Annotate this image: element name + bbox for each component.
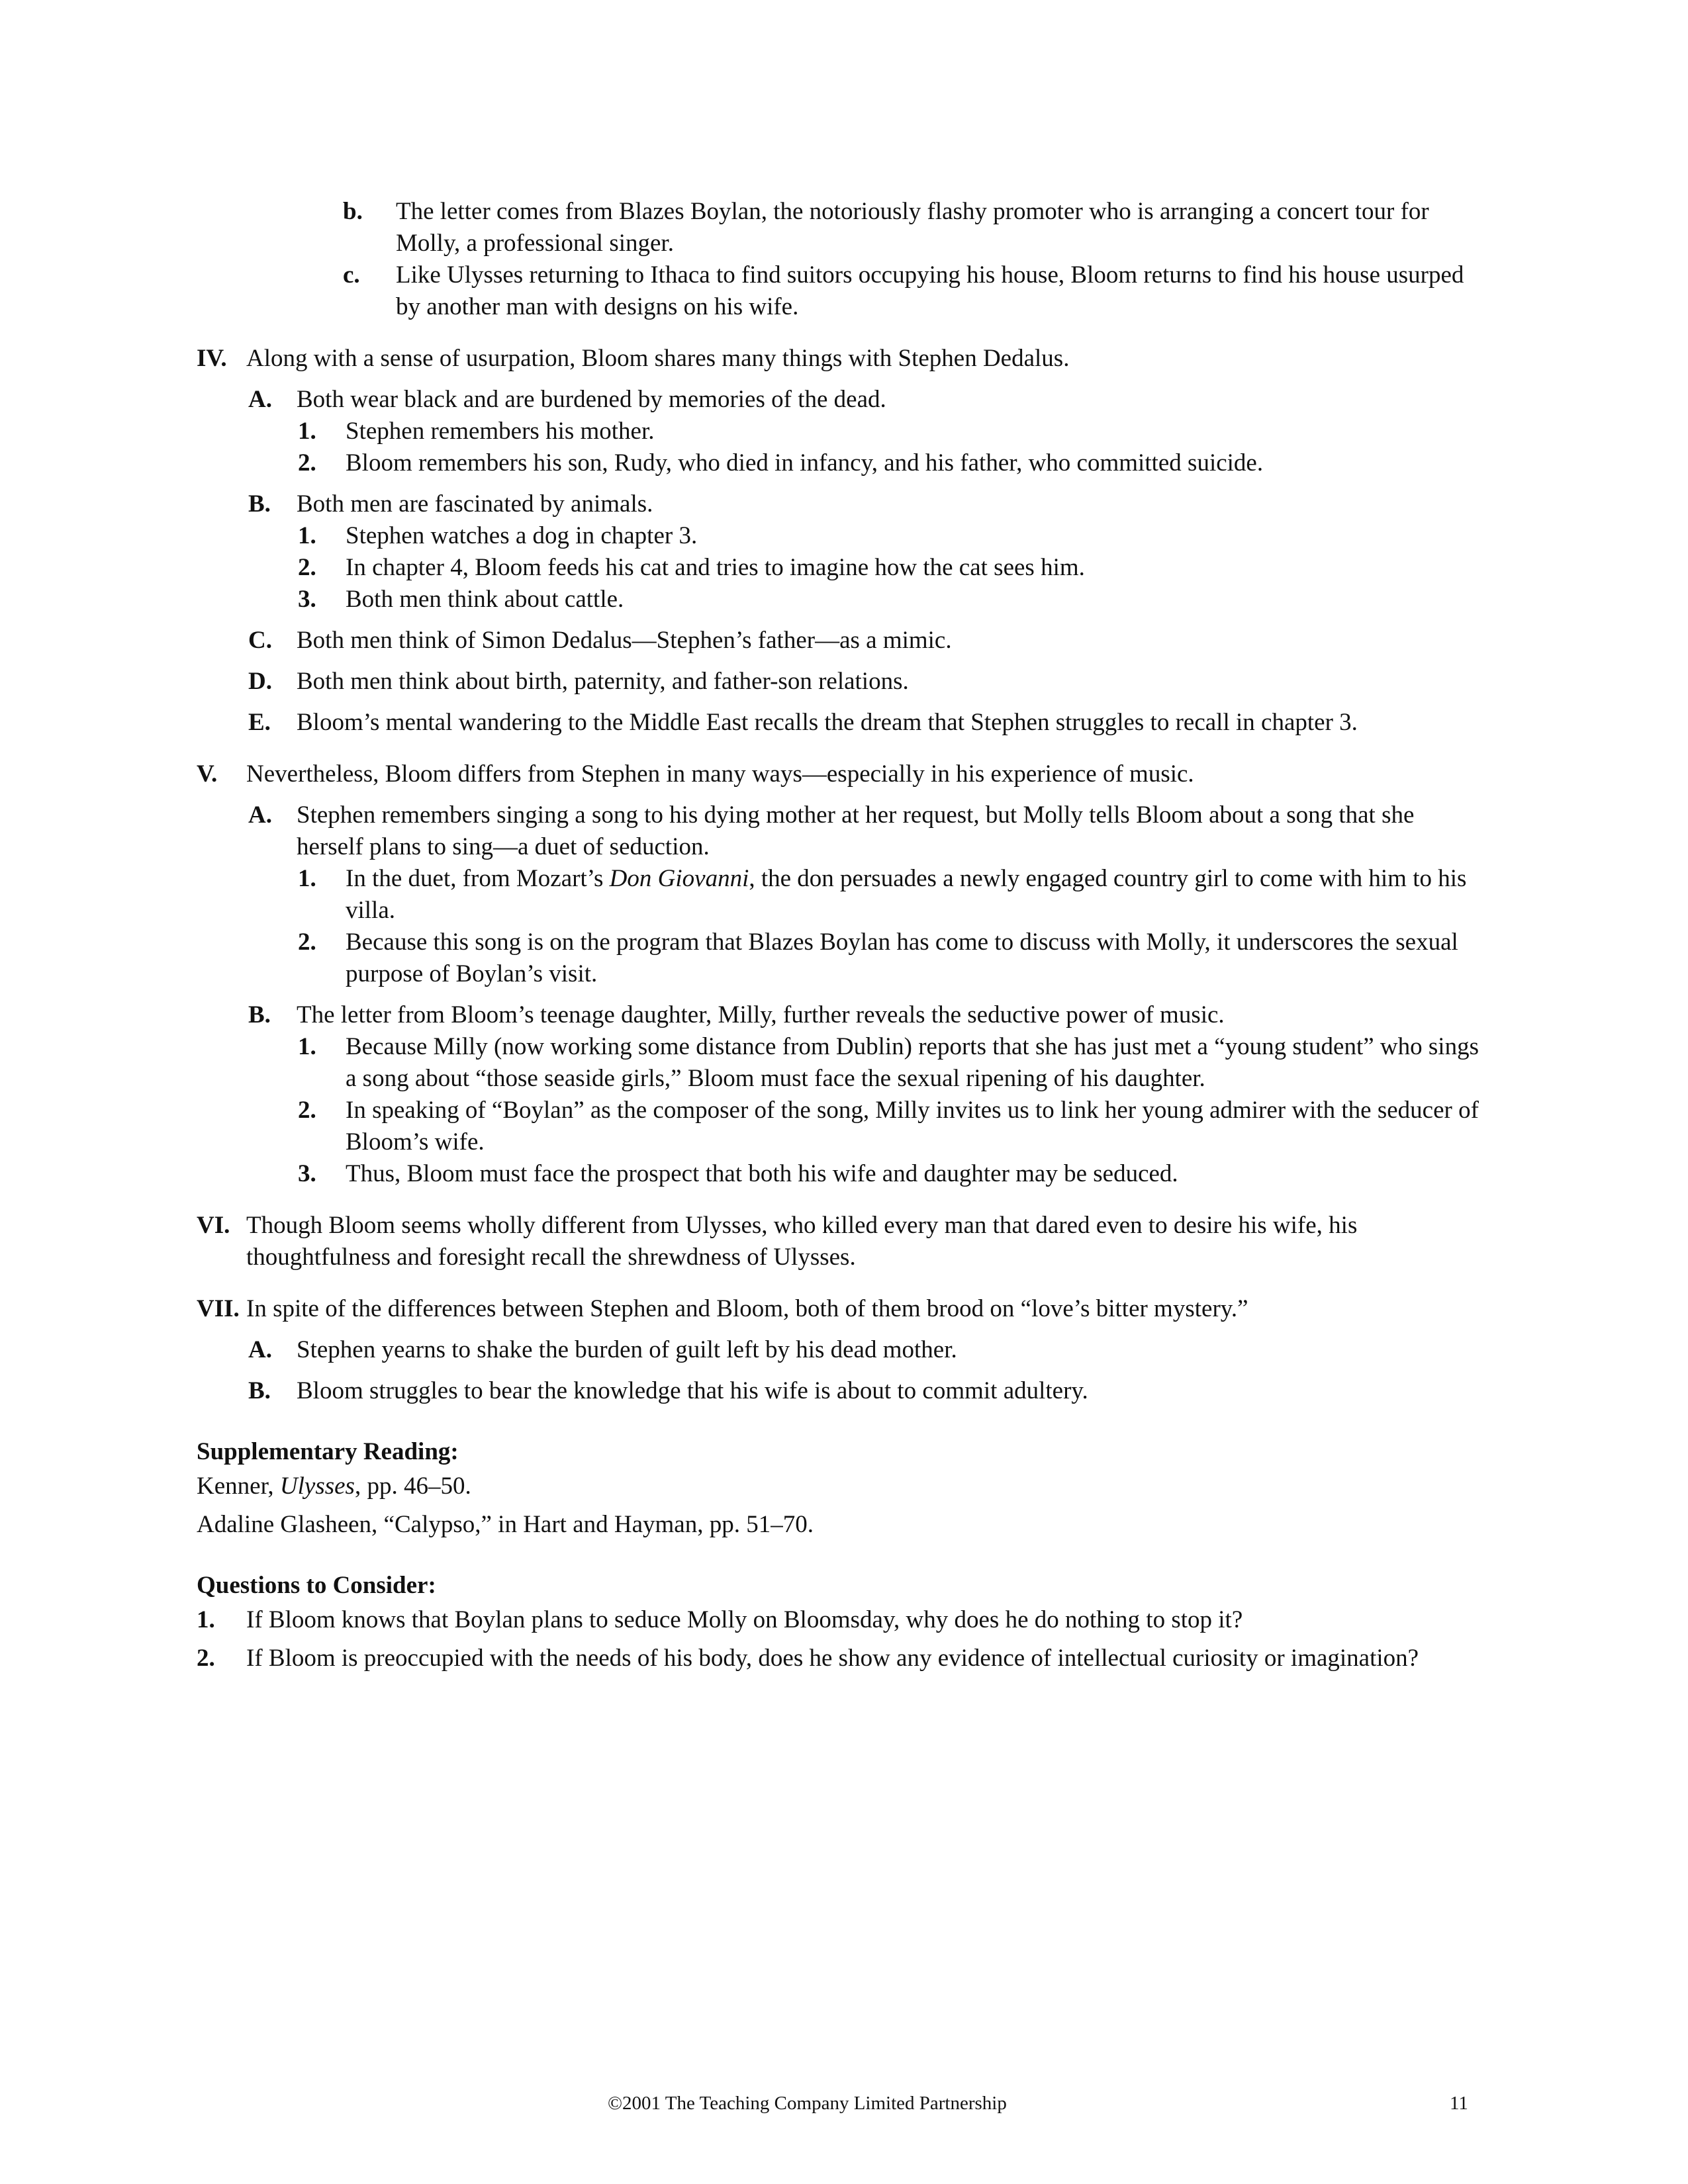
outline-item-iv-c: [0, 625, 1477, 657]
outline-item-iv-b-3: [0, 584, 1481, 615]
outline-item-v-b-1: [0, 1031, 1481, 1095]
item-text: Because this song is on the program that Blazes Boylan has come to discuss with Molly, it underscores the sexual purpose of Boylan’s visit.: [346, 929, 1458, 987]
item-text: Both wear black and are burdened by memories of the dead.: [297, 386, 886, 413]
item-text: Stephen yearns to shake the burden of guilt left by his dead mother.: [297, 1336, 957, 1363]
item-text: Because Milly (now working some distance from Dublin) reports that she has just met a “young student” who sings a song about “those seaside girls,” Bloom must face the sexual ripening of his daughter.: [346, 1033, 1479, 1092]
item-text: Stephen remembers singing a song to his dying mother at her request, but Molly tells Bloom about a song that she herself plans to sing—a duet of seduction.: [297, 801, 1415, 860]
item-text: Thus, Bloom must face the prospect that both his wife and daughter may be seduced.: [346, 1160, 1178, 1187]
outline-item-v-b: [0, 999, 1477, 1031]
question-item: [0, 1604, 1477, 1636]
outline-item-v-b-3: [0, 1158, 1481, 1190]
reference-kenner: Kenner, Ulysses, pp. 46–50.: [197, 1473, 471, 1500]
outline-item-vii-a: [0, 1334, 1477, 1366]
outline-item-iv-e: [0, 707, 1477, 739]
item-text: Both men think about birth, paternity, and father-son relations.: [297, 668, 909, 695]
question-label: 1.: [197, 1606, 215, 1633]
outline-item-iv-b-1: [0, 520, 1481, 552]
section-label: VII.: [197, 1295, 240, 1322]
reference-glasheen: Adaline Glasheen, “Calypso,” in Hart and Hayman, pp. 51–70.: [197, 1511, 814, 1538]
outline-item-iv-a-1: [0, 416, 1481, 447]
item-label: B.: [248, 490, 271, 518]
item-text: The letter from Bloom’s teenage daughter, Milly, further reveals the seductive power of music.: [297, 1001, 1225, 1028]
outline-item-iv-b-2: [0, 552, 1481, 584]
item-label: 2.: [298, 929, 316, 956]
outline-item-v-a: [0, 799, 1477, 863]
item-text: Both men think of Simon Dedalus—Stephen’s father—as a mimic.: [297, 627, 952, 654]
item-label: 1.: [298, 522, 316, 549]
question-text: If Bloom is preoccupied with the needs of his body, does he show any evidence of intellectual curiosity or imagination?: [246, 1645, 1419, 1672]
item-label: b.: [343, 198, 363, 225]
item-label: 3.: [298, 1160, 316, 1187]
item-label: c.: [343, 261, 360, 289]
item-label: 2.: [298, 1097, 316, 1124]
outline-item-iii-b: [0, 196, 1481, 259]
item-text: Both men are fascinated by animals.: [297, 490, 653, 518]
outline-item-v-a-1: [0, 863, 1481, 927]
opera-title: Don Giovanni: [609, 865, 749, 892]
outline-item-iv-d: [0, 666, 1477, 698]
section-text: Nevertheless, Bloom differs from Stephen in many ways—especially in his experience of music.: [246, 760, 1194, 788]
section-text: In spite of the differences between Stephen and Bloom, both of them brood on “love’s bitter mystery.”: [246, 1295, 1248, 1322]
item-label: B.: [248, 1001, 271, 1028]
item-label: 1.: [298, 1033, 316, 1060]
outline-section-iv: [0, 343, 1477, 375]
item-text: In speaking of “Boylan” as the composer of the song, Milly invites us to link her young admirer with the seducer of Bloom’s wife.: [346, 1097, 1479, 1156]
question-item: [0, 1643, 1477, 1674]
item-label: 2.: [298, 554, 316, 581]
copyright-notice: ©2001 The Teaching Company Limited Partnership: [608, 2093, 1007, 2114]
section-text: Along with a sense of usurpation, Bloom shares many things with Stephen Dedalus.: [246, 345, 1070, 372]
outline-body: [0, 196, 1688, 1674]
item-text: Like Ulysses returning to Ithaca to find suitors occupying his house, Bloom returns to find his house usurped by another man with designs on his wife.: [396, 261, 1464, 320]
outline-item-vii-b: [0, 1375, 1477, 1407]
item-label: A.: [248, 801, 272, 829]
item-label: 3.: [298, 586, 316, 613]
item-text: The letter comes from Blazes Boylan, the notoriously flashy promoter who is arranging a concert tour for Molly, a professional singer.: [396, 198, 1429, 257]
supplementary-reading-heading: Supplementary Reading:: [197, 1438, 459, 1465]
item-label: B.: [248, 1377, 271, 1404]
page-number: 11: [1450, 2093, 1468, 2114]
item-label: C.: [248, 627, 272, 654]
outline-item-iv-a-2: [0, 447, 1481, 479]
item-label: 2.: [298, 449, 316, 477]
item-label: 1.: [298, 418, 316, 445]
item-text: Bloom’s mental wandering to the Middle East recalls the dream that Stephen struggles to recall in chapter 3.: [297, 709, 1358, 736]
item-label: A.: [248, 1336, 272, 1363]
item-label: E.: [248, 709, 271, 736]
question-label: 2.: [197, 1645, 215, 1672]
outline-item-v-a-2: [0, 927, 1481, 990]
questions-heading: Questions to Consider:: [197, 1572, 436, 1599]
outline-section-v: [0, 758, 1477, 790]
outline-item-iv-b: [0, 488, 1477, 520]
question-text: If Bloom knows that Boylan plans to seduce Molly on Bloomsday, why does he do nothing to stop it?: [246, 1606, 1243, 1633]
outline-item-iv-a: [0, 384, 1477, 416]
outline-item-v-b-2: [0, 1095, 1481, 1158]
item-text: In the duet, from Mozart’s Don Giovanni, the don persuades a newly engaged country girl to come with him to his villa.: [346, 865, 1467, 924]
item-label: D.: [248, 668, 272, 695]
item-text: Bloom struggles to bear the knowledge that his wife is about to commit adultery.: [297, 1377, 1088, 1404]
section-label: VI.: [197, 1212, 230, 1239]
item-text: Stephen watches a dog in chapter 3.: [346, 522, 698, 549]
item-text: In chapter 4, Bloom feeds his cat and tries to imagine how the cat sees him.: [346, 554, 1085, 581]
outline-section-vii: [0, 1293, 1477, 1325]
item-label: A.: [248, 386, 272, 413]
section-text: Though Bloom seems wholly different from Ulysses, who killed every man that dared even to desire his wife, his thoughtfulness and foresight recall the shrewdness of Ulysses.: [246, 1212, 1358, 1271]
section-label: IV.: [197, 345, 227, 372]
outline-section-vi: [0, 1210, 1477, 1273]
item-text: Stephen remembers his mother.: [346, 418, 655, 445]
section-label: V.: [197, 760, 218, 788]
item-text: Bloom remembers his son, Rudy, who died in infancy, and his father, who committed suicide.: [346, 449, 1264, 477]
item-text: Both men think about cattle.: [346, 586, 624, 613]
item-label: 1.: [298, 865, 316, 892]
outline-item-iii-c: [0, 259, 1481, 323]
book-title: Ulysses: [279, 1473, 355, 1500]
